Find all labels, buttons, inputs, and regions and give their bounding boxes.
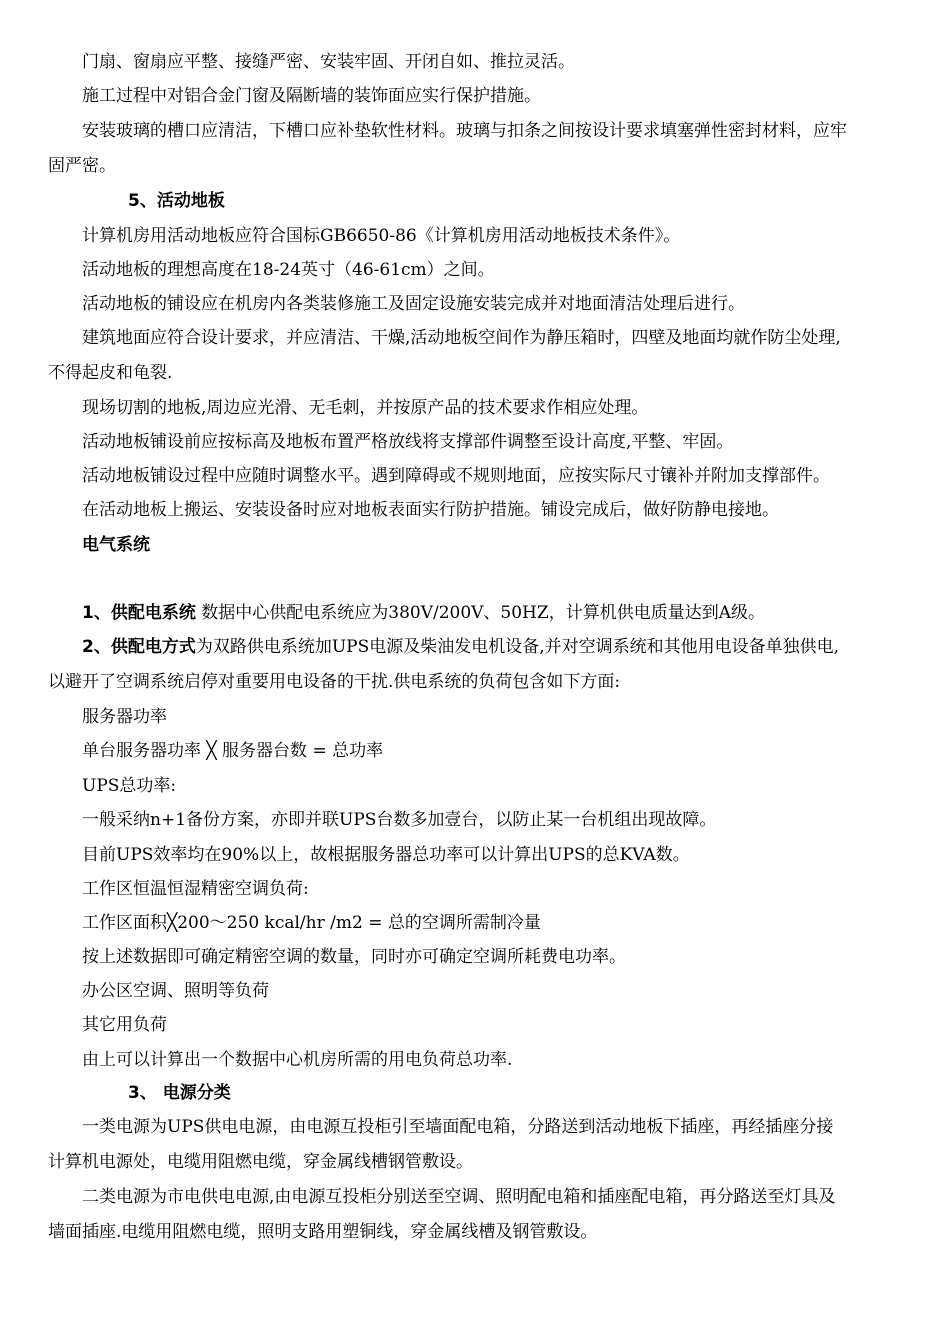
body-text: 活动地板的理想高度在18-24英寸（46-61cm）之间。 xyxy=(82,260,495,280)
body-text: 数据中心供配电系统应为380V/200V、50HZ，计算机供电质量达到A级。 xyxy=(195,603,765,623)
body-text: 安装玻璃的槽口应清洁，下槽口应补垫软性材料。玻璃与扣条之间按设计要求填塞弹性密封材料，应牢 xyxy=(82,121,847,141)
body-text: 活动地板的铺设应在机房内各类装修施工及固定设施安装完成并对地面清洁处理后进行。 xyxy=(82,294,745,314)
text-line xyxy=(0,425,950,459)
body-text: 服务器功率 xyxy=(82,707,167,727)
text-line xyxy=(0,459,950,493)
text-line xyxy=(0,253,950,287)
text-line xyxy=(0,769,950,803)
text-line xyxy=(0,940,950,974)
text-line xyxy=(0,596,950,630)
body-text: 二类电源为市电供电电源,由电源互投柜分别送至空调、照明配电箱和插座配电箱，再分路送至灯具及 xyxy=(82,1187,836,1207)
text-line xyxy=(0,630,950,664)
text-line xyxy=(0,287,950,321)
body-text: 计算机电源处，电缆用阻燃电缆，穿金属线槽钢管敷设。 xyxy=(48,1152,473,1172)
body-text: 办公区空调、照明等负荷 xyxy=(82,981,269,1001)
body-text: 门扇、窗扇应平整、接缝严密、安装牢固、开闭自如、推拉灵活。 xyxy=(82,52,575,72)
text-line xyxy=(0,1145,950,1179)
text-line xyxy=(0,149,950,183)
body-text: 施工过程中对铝合金门窗及隔断墙的装饰面应实行保护措施。 xyxy=(82,86,541,106)
body-text: 固严密。 xyxy=(48,156,116,176)
body-text: 不得起皮和龟裂. xyxy=(48,363,173,383)
body-text: 计算机房用活动地板应符合国标GB6650-86《计算机房用活动地板技术条件》。 xyxy=(82,226,681,246)
bold-heading-text: 3、 电源分类 xyxy=(128,1083,231,1103)
body-text: 单台服务器功率 ╳ 服务器台数 = 总功率 xyxy=(82,741,384,761)
body-text: UPS总功率: xyxy=(82,776,177,796)
bold-heading-text: 1、供配电系统 xyxy=(82,603,196,623)
text-line xyxy=(0,974,950,1008)
text-line xyxy=(0,803,950,837)
text-line xyxy=(0,665,950,699)
body-text: 一类电源为UPS供电电源，由电源互投柜引至墙面配电箱，分路送到活动地板下插座，再经插座分接 xyxy=(82,1117,834,1137)
text-line xyxy=(0,79,950,113)
bold-heading-text: 5、活动地板 xyxy=(128,191,225,211)
text-line xyxy=(0,114,950,148)
body-text: 其它用负荷 xyxy=(82,1015,167,1035)
text-line xyxy=(0,1215,950,1249)
body-text: 工作区面积╳200～250 kcal/hr /m2 = 总的空调所需制冷量 xyxy=(82,913,541,933)
text-line xyxy=(0,838,950,872)
bold-heading-text: 电气系统 xyxy=(82,535,150,555)
text-line xyxy=(0,528,950,562)
text-line xyxy=(0,1110,950,1144)
text-line xyxy=(0,1180,950,1214)
body-text: 为双路供电系统加UPS电源及柴油发电机设备,并对空调系统和其他用电设备单独供电, xyxy=(195,637,840,657)
text-line xyxy=(0,219,950,253)
text-line xyxy=(0,493,950,527)
text-line xyxy=(0,1008,950,1042)
body-text: 墙面插座.电缆用阻燃电缆，照明支路用塑铜线，穿金属线槽及钢管敷设。 xyxy=(48,1222,598,1242)
text-line xyxy=(0,1043,950,1077)
text-line xyxy=(0,906,950,940)
text-line xyxy=(0,184,950,218)
body-text: 建筑地面应符合设计要求，并应清洁、干燥,活动地板空间作为静压箱时，四壁及地面均就作防尘处理, xyxy=(82,328,841,348)
text-line xyxy=(0,321,950,355)
bold-heading-text: 2、供配电方式 xyxy=(82,637,196,657)
text-line xyxy=(0,391,950,425)
body-text: 一般采纳n+1备份方案，亦即并联UPS台数多加壹台，以防止某一台机组出现故障。 xyxy=(82,810,717,830)
body-text: 由上可以计算出一个数据中心机房所需的用电负荷总功率. xyxy=(82,1050,513,1070)
body-text: 工作区恒温恒湿精密空调负荷: xyxy=(82,879,309,899)
body-text: 目前UPS效率均在90%以上，故根据服务器总功率可以计算出UPS的总KVA数。 xyxy=(82,845,690,865)
body-text: 按上述数据即可确定精密空调的数量，同时亦可确定空调所耗费电功率。 xyxy=(82,947,626,967)
body-text: 在活动地板上搬运、安装设备时应对地板表面实行防护措施。铺设完成后，做好防静电接地。 xyxy=(82,500,779,520)
body-text: 现场切割的地板,周边应光滑、无毛刺，并按原产品的技术要求作相应处理。 xyxy=(82,398,649,418)
text-line xyxy=(0,872,950,906)
text-line xyxy=(0,356,950,390)
body-text: 以避开了空调系统启停对重要用电设备的干扰.供电系统的负荷包含如下方面: xyxy=(48,672,621,692)
text-line xyxy=(0,45,950,79)
body-text: 活动地板铺设过程中应随时调整水平。遇到障碍或不规则地面，应按实际尺寸镶补并附加支撑部件。 xyxy=(82,466,830,486)
body-text: 活动地板铺设前应按标高及地板布置严格放线将支撑部件调整至设计高度,平整、牢固。 xyxy=(82,432,734,452)
text-line xyxy=(0,1076,950,1110)
text-line xyxy=(0,734,950,768)
text-line xyxy=(0,700,950,734)
